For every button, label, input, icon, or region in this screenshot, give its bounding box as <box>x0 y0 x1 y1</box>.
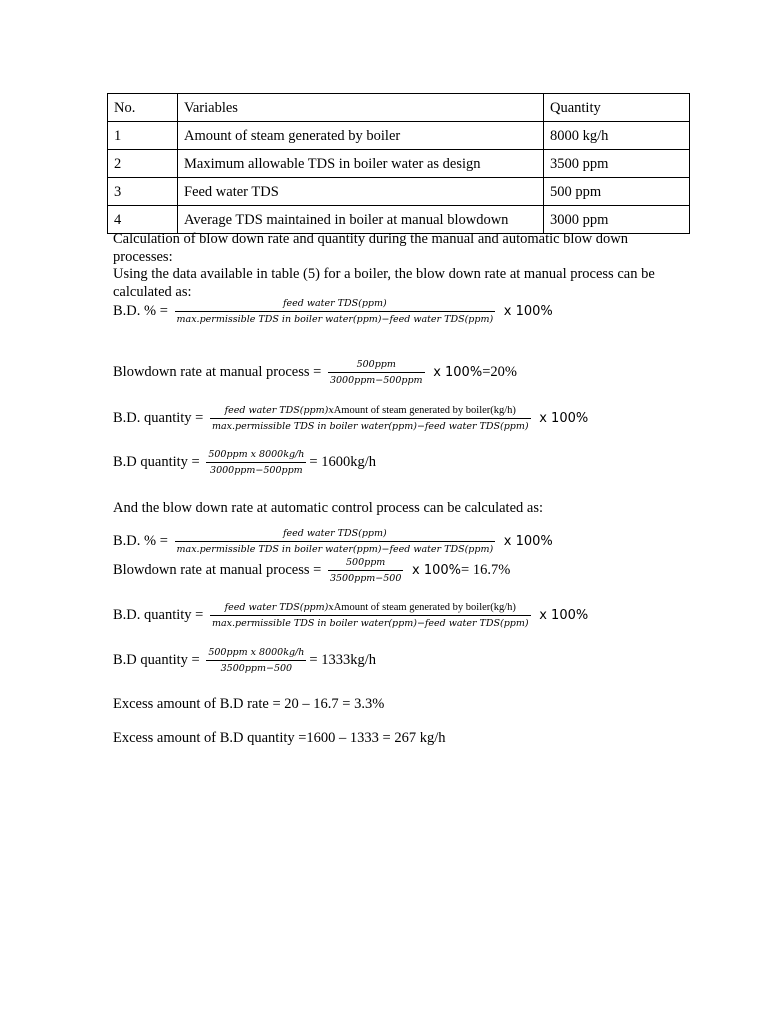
table-cell: Feed water TDS <box>178 178 544 206</box>
intro-paragraph-2: Using the data available in table (5) for a boiler, the blow down rate at manual process can be calculated as: <box>113 266 655 300</box>
equation-result: =20% <box>482 364 517 380</box>
fraction <box>206 448 306 477</box>
equation-label: B.D quantity = <box>113 454 200 470</box>
multiplier: x 100% <box>503 304 553 319</box>
table-cell: 3000 ppm <box>544 206 690 234</box>
equation-label: Blowdown rate at manual process = <box>113 562 322 578</box>
multiplier: x 100% <box>412 563 462 578</box>
fraction <box>206 646 306 675</box>
multiplier: x 100% <box>433 365 483 380</box>
table-row <box>108 122 690 150</box>
excess-rate-text: Excess amount of B.D rate = 20 – 16.7 = 3.3% <box>113 696 385 712</box>
table-row <box>108 206 690 234</box>
numerator-part: Amount of steam generated by boiler(kg/h) <box>333 602 516 613</box>
fraction-numerator: 500ppm x 8000kg/h <box>208 647 305 658</box>
fraction-denominator: max.permissible TDS in boiler water(ppm)−feed water TDS(ppm) <box>175 311 496 326</box>
fraction-denominator: 3500ppm−500 <box>328 570 403 585</box>
numerator-part: feed water TDS(ppm)x <box>224 602 334 613</box>
fraction-denominator: 3000ppm−500ppm <box>206 462 306 477</box>
multiplier: x 100% <box>503 534 553 549</box>
table-header-cell: No. <box>108 94 178 122</box>
equation-blowdown-rate-manual <box>113 358 517 398</box>
fraction <box>175 527 496 556</box>
multiplier: x 100% <box>539 411 589 426</box>
fraction-numerator: feed water TDS(ppm) <box>283 528 387 539</box>
fraction-numerator <box>210 601 531 615</box>
table-row <box>108 178 690 206</box>
equation-label: B.D. % = <box>113 533 168 549</box>
equation-result: = 1600kg/h <box>309 454 376 470</box>
fraction-numerator: 500ppm <box>356 359 396 370</box>
automatic-intro: And the blow down rate at automatic control process can be calculated as: <box>113 500 544 516</box>
equation-bd-quantity-formula-automatic <box>113 601 588 641</box>
fraction <box>328 556 403 585</box>
table-cell: 3500 ppm <box>544 150 690 178</box>
table-row <box>108 150 690 178</box>
table-cell: 2 <box>108 150 178 178</box>
equation-bd-quantity-manual <box>113 448 376 488</box>
fraction <box>175 297 496 326</box>
fraction-denominator: 3000ppm−500ppm <box>328 372 425 387</box>
fraction <box>210 601 531 630</box>
equation-blowdown-rate-automatic <box>113 556 510 596</box>
equation-label: B.D. quantity = <box>113 410 204 426</box>
variables-table <box>107 93 690 234</box>
equation-label: B.D quantity = <box>113 652 200 668</box>
table-header-cell: Variables <box>178 94 544 122</box>
fraction-denominator: max.permissible TDS in boiler water(ppm)−feed water TDS(ppm) <box>175 541 496 556</box>
multiplier: x 100% <box>539 608 589 623</box>
fraction-numerator: feed water TDS(ppm) <box>283 298 387 309</box>
table-cell: 4 <box>108 206 178 234</box>
fraction-denominator: max.permissible TDS in boiler water(ppm)−feed water TDS(ppm) <box>210 615 531 630</box>
fraction-numerator <box>210 404 531 418</box>
equation-result: = 1333kg/h <box>309 652 376 668</box>
fraction-denominator: max.permissible TDS in boiler water(ppm)−feed water TDS(ppm) <box>210 418 531 433</box>
table-cell: 1 <box>108 122 178 150</box>
equation-label: B.D. % = <box>113 303 168 319</box>
equation-bd-percent-manual <box>113 297 553 337</box>
equation-label: Blowdown rate at manual process = <box>113 364 322 380</box>
table-cell: 3 <box>108 178 178 206</box>
fraction-numerator: 500ppm x 8000kg/h <box>208 449 305 460</box>
equation-result: = 16.7% <box>461 562 511 578</box>
table-cell: Maximum allowable TDS in boiler water as design <box>178 150 544 178</box>
equation-bd-quantity-automatic <box>113 646 376 686</box>
table-cell: 500 ppm <box>544 178 690 206</box>
fraction <box>328 358 425 387</box>
fraction <box>210 404 531 433</box>
table-cell: Average TDS maintained in boiler at manual blowdown <box>178 206 544 234</box>
table-header-cell: Quantity <box>544 94 690 122</box>
fraction-denominator: 3500ppm−500 <box>206 660 306 675</box>
table-cell: Amount of steam generated by boiler <box>178 122 544 150</box>
fraction-numerator: 500ppm <box>346 557 386 568</box>
excess-quantity-text: Excess amount of B.D quantity =1600 – 1333 = 267 kg/h <box>113 730 446 746</box>
numerator-part: feed water TDS(ppm)x <box>224 405 334 416</box>
table-cell: 8000 kg/h <box>544 122 690 150</box>
numerator-part: Amount of steam generated by boiler(kg/h) <box>333 405 516 416</box>
intro-paragraph: Calculation of blow down rate and quantity during the manual and automatic blow down processes: <box>113 231 629 265</box>
table-header-row <box>108 94 690 122</box>
equation-bd-quantity-formula-manual <box>113 404 588 444</box>
equation-label: B.D. quantity = <box>113 607 204 623</box>
